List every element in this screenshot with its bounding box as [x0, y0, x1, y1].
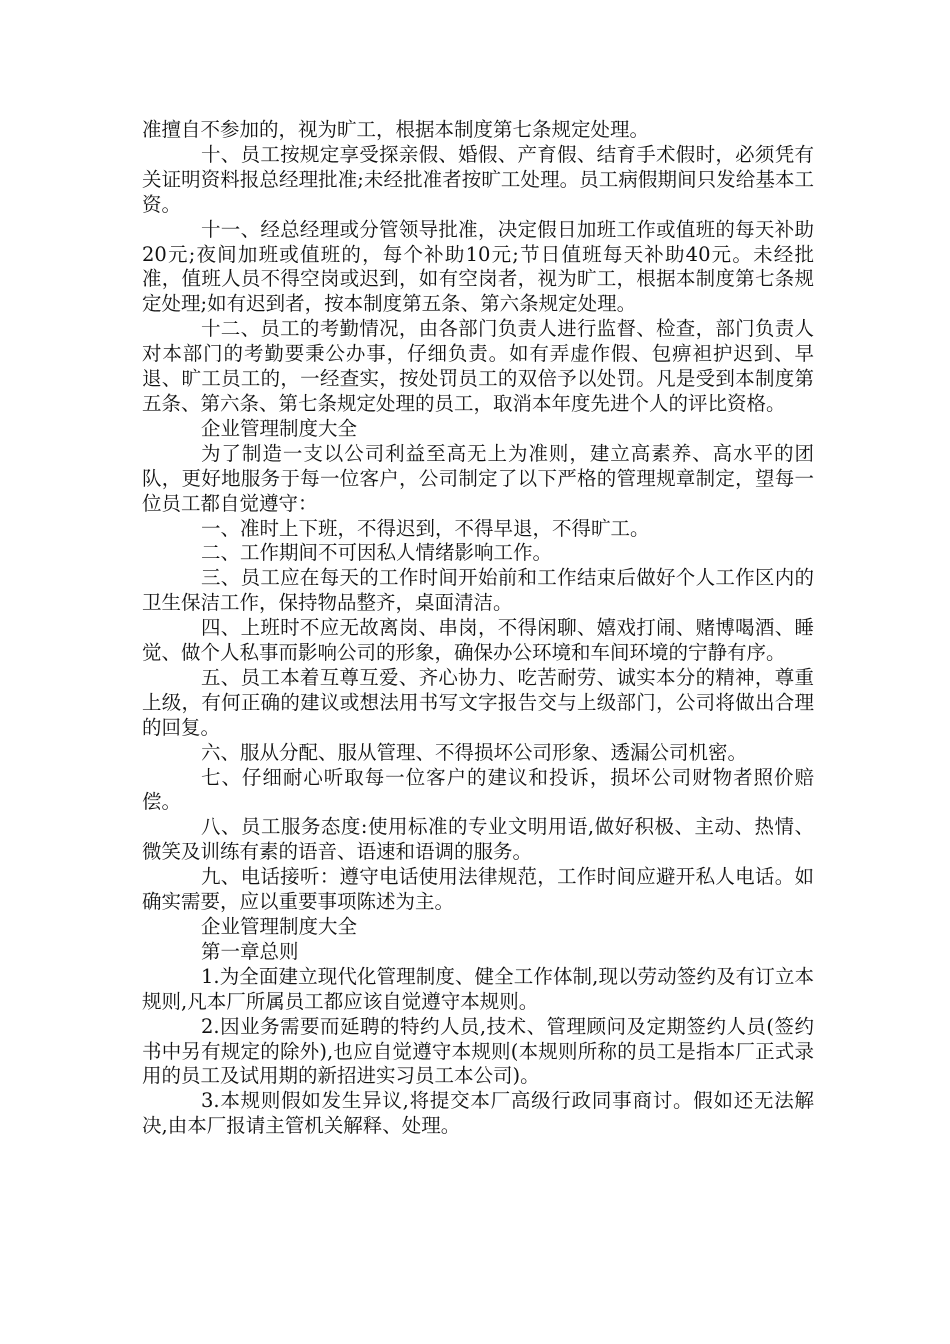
- rule-item-5: 五、员工本着互尊互爱、齐心协力、吃苦耐劳、诚实本分的精神，尊重上级，有何正确的建议或想法用书写文字报告交与上级部门，公司将做出合理的回复。: [142, 665, 814, 739]
- rule-item-3: 三、员工应在每天的工作时间开始前和工作结束后做好个人工作区内的卫生保洁工作，保持物品整齐，桌面清洁。: [142, 566, 814, 615]
- rule-item-2: 二、工作期间不可因私人情绪影响工作。: [201, 541, 553, 565]
- document-page: [142, 118, 814, 1139]
- rule-item-7: 七、仔细耐心听取每一位客户的建议和投诉，损坏公司财物者照价赔偿。: [142, 765, 814, 814]
- paragraph-leave-rules: 十、员工按规定享受探亲假、婚假、产育假、结育手术假时，必须凭有关证明资料报总经理批准;未经批准者按旷工处理。员工病假期间只发给基本工资。: [142, 142, 814, 216]
- rule-item-6: 六、服从分配、服从管理、不得损坏公司形象、透漏公司机密。: [201, 740, 748, 764]
- rule-item-9: 九、电话接听：遵守电话使用法律规范，工作时间应避开私人电话。如确实需要，应以重要事项陈述为主。: [142, 865, 814, 914]
- rule-item-4: 四、上班时不应无故离岗、串岗，不得闲聊、嬉戏打闹、赌博喝酒、睡觉、做个人私事而影响公司的形象，确保办公环境和车间环境的宁静有序。: [142, 616, 814, 665]
- paragraph-intro: 为了制造一支以公司利益至高无上为准则，建立高素养、高水平的团队，更好地服务于每一位客户，公司制定了以下严格的管理规章制定，望每一位员工都自觉遵守：: [142, 441, 814, 515]
- section-heading-management-system-2: 企业管理制度大全: [201, 915, 358, 938]
- article-1: 1.为全面建立现代化管理制度、健全工作体制,现以劳动签约及有订立本规则,凡本厂所属员工都应该自觉遵守本规则。: [142, 964, 814, 1013]
- rule-item-8: 八、员工服务态度:使用标准的专业文明用语,做好积极、主动、热情、微笑及训练有素的语音、语速和语调的服务。: [142, 815, 814, 864]
- paragraph-attendance-supervision: 十二、员工的考勤情况，由各部门负责人进行监督、检查，部门负责人对本部门的考勤要秉公办事，仔细负责。如有弄虚作假、包痹袒护迟到、早退、旷工员工的，一经查实，按处罚员工的双倍予以处罚。凡是受到本制度第五条、第六条、第七条规定处理的员工，取消本年度先进个人的评比资格。: [142, 317, 814, 415]
- paragraph-continuation: 准擅自不参加的，视为旷工，根据本制度第七条规定处理。: [142, 118, 650, 141]
- paragraph-overtime-allowance: 十一、经总经理或分管领导批准，决定假日加班工作或值班的每天补助20元;夜间加班或值班的，每个补助10元;节日值班每天补助40元。未经批准，值班人员不得空岗或迟到，如有空岗者，视为旷工，根据本制度第七条规定处理;如有迟到者，按本制度第五条、第六条规定处理。: [142, 217, 814, 316]
- article-3: 3.本规则假如发生异议,将提交本厂高级行政同事商讨。假如还无法解决,由本厂报请主管机关解释、处理。: [142, 1089, 814, 1138]
- article-2: 2.因业务需要而延聘的特约人员,技术、管理顾问及定期签约人员(签约书中另有规定的除外),也应自觉遵守本规则(本规则所称的员工是指本厂正式录用的员工及试用期的新招进实习员工本公司)。: [142, 1014, 814, 1088]
- chapter-heading-general: 第一章总则: [201, 939, 299, 963]
- section-heading-management-system: 企业管理制度大全: [201, 416, 358, 440]
- rule-item-1: 一、准时上下班，不得迟到，不得早退，不得旷工。: [201, 516, 650, 540]
